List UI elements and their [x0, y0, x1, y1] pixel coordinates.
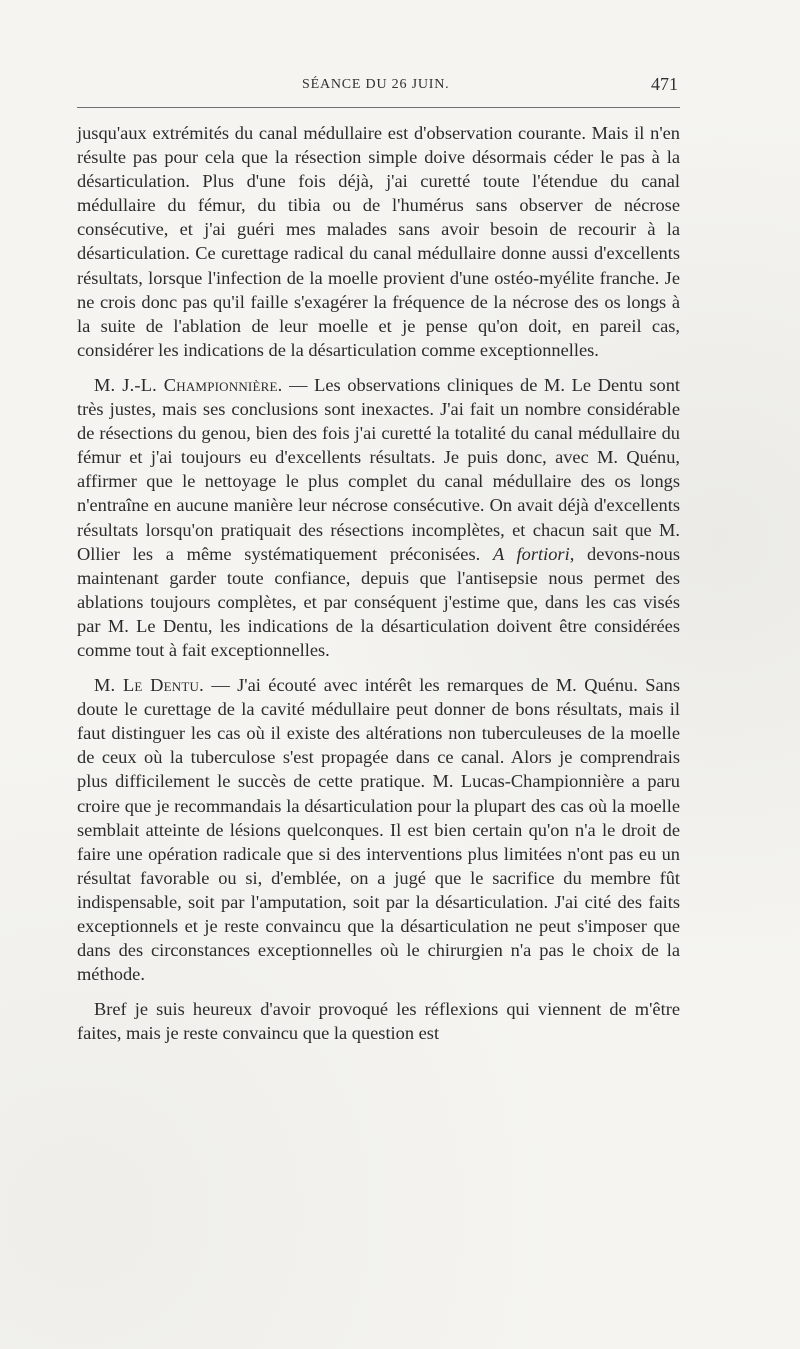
paragraph-4-text: Bref je suis heureux d'avoir provoqué les réflexions qui viennent de m'être faites, mais je reste convaincu que la question est: [77, 999, 680, 1044]
paragraph-4: [77, 997, 680, 1045]
paragraph-1: [77, 121, 680, 362]
running-head: [77, 74, 680, 102]
paragraph-2: [77, 373, 680, 662]
paragraph-3-text: — J'ai écouté avec intérêt les remarques de M. Quénu. Sans doute le curettage de la cavité médullaire peut donner de bons résultats, mais il faut distinguer les cas où il existe des altérations non tuberculeuses de la moelle de ceux où la tuberculose s'est propagée dans ce canal. Alors je comprendrais plus difficilement le succès de cette pratique. M. Lucas-Championnière a paru croire que je recommandais la désarticulation pour la plupart des cas où la moelle semblait atteinte de lésions quelconques. Il est bien certain qu'on n'a le droit de faire une opération radicale que si des interventions plus limitées n'ont pas eu un résultat favorable ou si, d'emblée, on a jugé que le sacrifice du membre fût indispensable, soit par l'amputation, soit par la désarticulation. J'ai cité des faits exceptionnels et je reste convaincu que la désarticulation ne peut s'imposer que dans des circonstances exceptionnelles où le chirurgien n'a pas le choix de la méthode.: [77, 675, 680, 985]
page-number: 471: [651, 74, 678, 94]
speaker-championniere: M. J.-L. Championnière.: [94, 374, 283, 395]
paragraph-2-text-before: — Les observations cliniques de M. Le Dentu sont très justes, mais ses conclusions sont inexactes. J'ai fait un nombre considérable de résections du genou, bien des fois j'ai curetté la totalité du canal médullaire du fémur et j'ai toujours eu d'excellents résultats. Je puis donc, avec M. Quénu, affirmer que le nettoyage le plus complet du canal médullaire des os longs n'entraîne en aucune manière leur nécrose consécutive. On avait déjà d'excellents résultats lorsqu'on pratiquait des résections incomplètes, et chacun sait que M. Ollier les a même systématiquement préconisées.: [77, 374, 681, 564]
header-rule: [77, 107, 680, 108]
paragraph-2-emphasis: A fortiori: [492, 543, 570, 564]
running-title: SÉANCE DU 26 JUIN.: [302, 77, 450, 92]
speaker-le-dentu: M. Le Dentu.: [94, 675, 204, 696]
paragraph-2-text-after: , devons-nous maintenant garder toute confiance, depuis que l'antisepsie nous permet des ablations toujours complètes, et par conséquent j'estime que, dans les cas visés par M. Le Dentu, les indications de la désarticulation doivent être considérées comme tout à fait exceptionnelles.: [77, 543, 680, 660]
paragraph-1-text: jusqu'aux extrémités du canal médullaire est d'observation courante. Mais il n'en résulte pas pour cela que la résection simple doive désormais céder le pas à la désarticulation. Plus d'une fois déjà, j'ai curetté toute l'étendue du canal médullaire du fémur, du tibia ou de l'humérus sans observer de nécrose consécutive, et j'ai guéri mes malades sans avoir besoin de recourir à la désarticulation. Ce curettage radical du canal médullaire donne aussi d'excellents résultats, lorsque l'infection de la moelle provient d'une ostéo-myélite franche. Je ne crois donc pas qu'il faille s'exagérer la fréquence de la nécrose des os longs à la suite de l'ablation de leur moelle et je pense qu'on doit, en pareil cas, considérer les indications de la désarticulation comme exceptionnelles.: [77, 123, 680, 360]
main-text: [77, 121, 680, 1045]
paragraph-3: [77, 673, 680, 986]
